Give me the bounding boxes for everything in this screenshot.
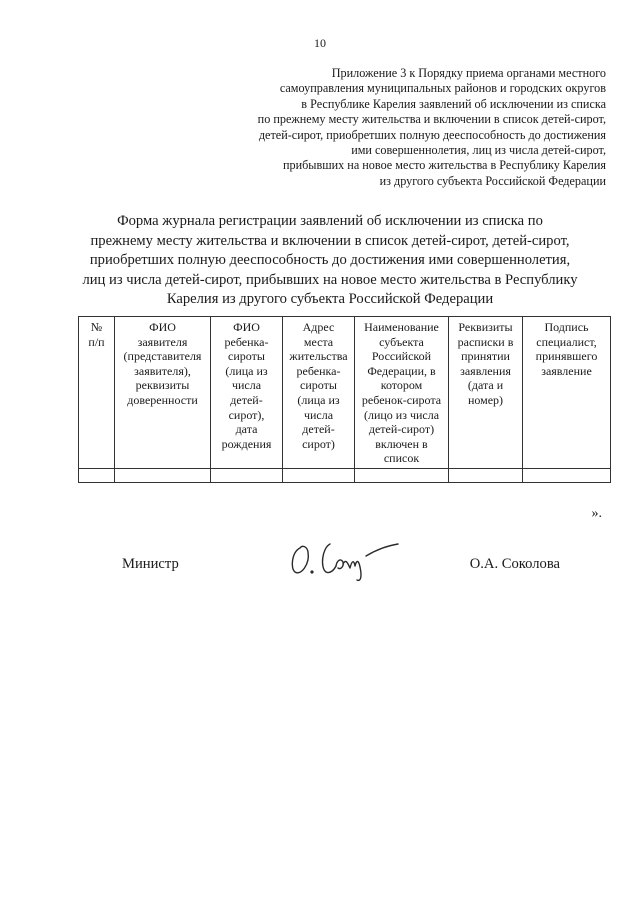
- form-title-line: прежнему месту жительства и включении в список детей-сирот, детей-сирот,: [90, 232, 570, 249]
- form-title-line: Форма журнала регистрации заявлений об исключении из списка по: [117, 213, 543, 229]
- column-header-applicant: ФИО заявителя (представителя заявителя), реквизиты доверенности: [115, 317, 211, 469]
- appendix-line: в Республике Карелия заявлений об исключении из списка: [301, 96, 606, 111]
- column-header-orphan-name: ФИО ребенка- сироты (лица из числа детей- сирот), дата рождения: [211, 317, 283, 469]
- appendix-line: самоуправления муниципальных районов и городских округов: [279, 81, 606, 96]
- handwritten-signature: [286, 534, 406, 584]
- form-title-line: Карелия из другого субъекта Российской Федерации: [166, 291, 494, 308]
- appendix-line: из другого субъекта Российской Федерации: [379, 173, 606, 188]
- table-cell: [523, 468, 611, 482]
- form-title-line: лиц из числа детей-сирот, прибывших на новое место жительства в Республику: [82, 271, 578, 288]
- signatory-name: О.А. Соколова: [469, 556, 560, 572]
- form-title: [70, 212, 590, 310]
- table-cell: [355, 468, 449, 482]
- appendix-line: по прежнему месту жительства и включении в список детей-сирот,: [257, 112, 606, 127]
- table-cell: [79, 468, 115, 482]
- table-cell: [211, 468, 283, 482]
- column-header-region: Наименование субъекта Российской Федерации, в котором ребенок-сирота (лицо из числа детей-сирот) включен в список: [355, 317, 449, 469]
- column-header-number: № п/п: [79, 317, 115, 469]
- column-header-receipt: Реквизиты расписки в принятии заявления (дата и номер): [449, 317, 523, 469]
- table-header-row: [79, 317, 611, 469]
- appendix-line: ими совершеннолетия, лиц из числа детей-сирот,: [351, 143, 606, 158]
- table-cell: [115, 468, 211, 482]
- page-number: 10: [314, 36, 326, 50]
- form-title-line: приобретших полную дееспособность до достижения ими совершеннолетия,: [89, 252, 571, 269]
- signatory-title: Министр: [122, 556, 179, 572]
- table-cell: [283, 468, 355, 482]
- table-row: [79, 468, 611, 482]
- table-cell: [449, 468, 523, 482]
- registration-journal-table: [78, 316, 611, 483]
- appendix-line: прибывших на новое место жительства в Республику Карелия: [282, 158, 606, 173]
- appendix-reference: [226, 66, 606, 189]
- appendix-line: Приложение 3 к Порядку приема органами местного: [331, 66, 606, 80]
- column-header-signature: Подпись специалист, принявшего заявление: [523, 317, 611, 469]
- closing-quote-mark: ».: [591, 506, 602, 521]
- column-header-address: Адрес места жительства ребенка- сироты (лица из числа детей- сирот): [283, 317, 355, 469]
- appendix-line: детей-сирот, приобретших полную дееспособность до достижения: [258, 127, 606, 142]
